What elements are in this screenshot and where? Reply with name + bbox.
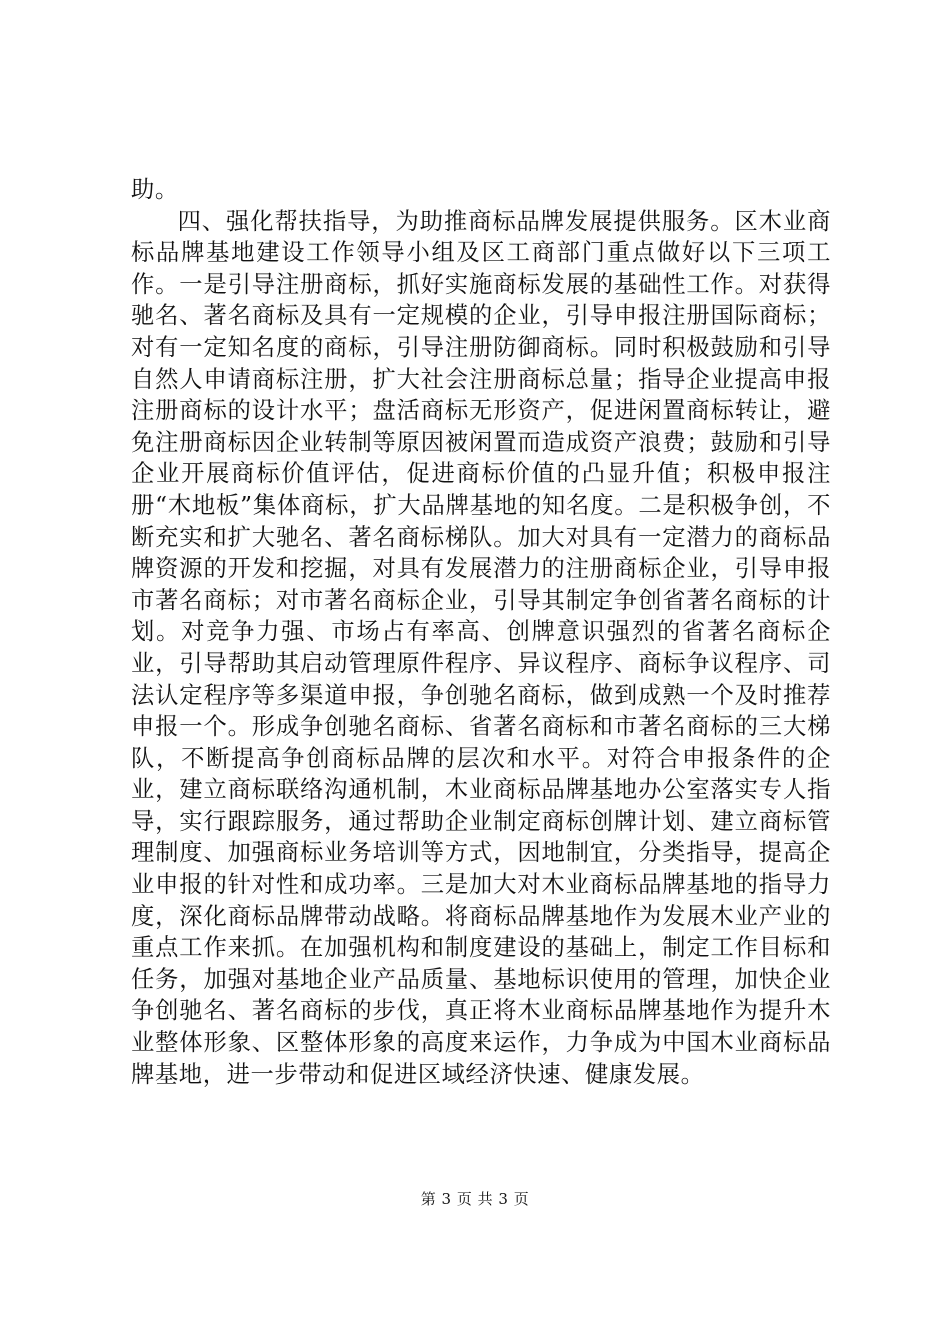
section-four-paragraph: 四、强化帮扶指导，为助推商标品牌发展提供服务。区木业商标品牌基地建设工作领导小组及区工商部门重点做好以下三项工作。一是引导注册商标，抓好实施商标发展的基础性工作。对获得驰名、著名商标及具有一定规模的企业，引导申报注册国际商标；对有一定知名度的商标，引导注册防御商标。同时积极鼓励和引导自然人申请商标注册，扩大社会注册商标总量；指导企业提高申报注册商标的设计水平；盘活商标无形资产，促进闲置商标转让，避免注册商标因企业转制等原因被闲置而造成资产浪费；鼓励和引导企业开展商标价值评估，促进商标价值的凸显升值；积极申报注册“木地板”集体商标，扩大品牌基地的知名度。二是积极争创，不断充实和扩大驰名、著名商标梯队。加大对具有一定潜力的商标品牌资源的开发和挖掘，对具有发展潜力的注册商标企业，引导申报市著名商标；对市著名商标企业，引导其制定争创省著名商标的计划。对竞争力强、市场占有率高、创牌意识强烈的省著名商标企业，引导帮助其启动管理原件程序、异议程序、商标争议程序、司法认定程序等多渠道申报，争创驰名商标，做到成熟一个及时推荐申报一个。形成争创驰名商标、省著名商标和市著名商标的三大梯队，不断提高争创商标品牌的层次和水平。对符合申报条件的企业，建立商标联络沟通机制，木业商标品牌基地办公室落实专人指导，实行跟踪服务，通过帮助企业制定商标创牌计划、建立商标管理制度、加强商标业务培训等方式，因地制宜，分类指导，提高企业申报的针对性和成功率。三是加大对木业商标品牌基地的指导力度，深化商标品牌带动战略。将商标品牌基地作为发展木业产业的重点工作来抓。在加强机构和制度建设的基础上，制定工作目标和任务，加强对基地企业产品质量、基地标识使用的管理，加快企业争创驰名、著名商标的步伐，真正将木业商标品牌基地作为提升木业整体形象、区整体形象的高度来运作，力争成为中国木业商标品牌基地，进一步带动和促进区域经济快速、健康发展。: [131, 207, 831, 1088]
lead-fragment: 助。: [131, 176, 179, 203]
page-footer: 第 3 页 共 3 页: [420, 1190, 530, 1208]
document-body: [131, 174, 831, 1090]
